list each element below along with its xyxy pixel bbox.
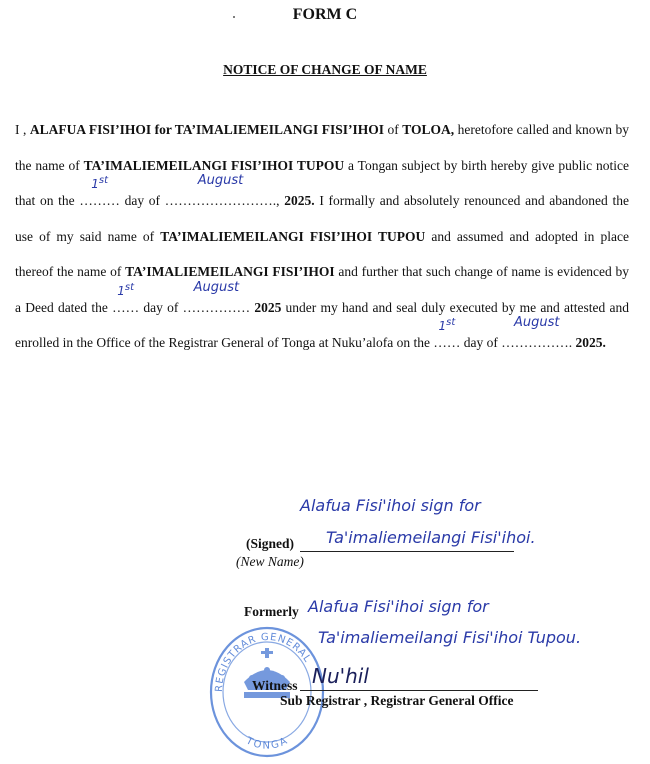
signed-signature-line2: Ta'imaliemeilangi Fisi'ihoi. (326, 528, 536, 547)
day-blank-3 (433, 317, 461, 361)
sub-registrar-title: Sub Registrar , Registrar General Office (280, 693, 514, 708)
svg-text:TONGA (243, 735, 290, 752)
text-executed: under my hand and seal duly executed by me and attested and enrolled in the Office of the Registrar General of Tonga at Nuku’alofa on the (15, 299, 629, 350)
new-name-label: (New Name) (236, 554, 304, 569)
new-name: TA’IMALIEMEILANGI FISI’IHOI (125, 264, 335, 279)
month-blank-1 (164, 173, 277, 219)
old-name-2: TA’IMALIEMEILANGI FISI’IHOI TUPOU (160, 228, 426, 244)
text-deed: and further that such change of name is evidenced by a Deed dated the (15, 264, 630, 315)
year-3: 2025. (575, 335, 606, 350)
text-adopted: and assumed and adopted in place thereof the name of (15, 228, 629, 279)
handwritten-month-1: August (197, 173, 244, 188)
formerly-label: Formerly (244, 604, 299, 619)
month-dots-2: …………… (182, 299, 251, 315)
text-day-of-1: day of (119, 193, 165, 208)
witness-label: Witness (252, 678, 298, 693)
signed-signature-line1: Alafua Fisi'ihoi sign for (300, 496, 481, 515)
text-intro: I , (15, 122, 30, 137)
text-day-of-3: day of (460, 335, 502, 350)
notice-heading: NOTICE OF CHANGE OF NAME (223, 62, 427, 77)
month-blank-3 (501, 315, 573, 361)
day-dots-1: ……… (79, 193, 120, 208)
text-tongan-subject: a Tongan subject by birth hereby give public notice that on the (15, 157, 629, 208)
text-day-of-2: day of (139, 299, 183, 315)
place-name: TOLOA, (402, 122, 455, 137)
day-blank-2 (112, 281, 140, 326)
signed-label: (Signed) (246, 536, 295, 551)
applicant-names: ALAFUA FISI’IHOI for TA’IMALIEMEILANGI FISI’IHOI (29, 122, 385, 137)
formerly-signature-line2: Ta'imaliemeilangi Fisi'ihoi Tupou. (318, 628, 582, 647)
seal-bottom-text: TONGA (244, 734, 291, 752)
day-dots-3: …… (433, 335, 461, 350)
signed-line (300, 551, 514, 552)
handwritten-month-2: August (193, 279, 240, 295)
month-dots-1: ……………………. (164, 193, 277, 208)
month-dots-3: ……………. (501, 335, 573, 350)
month-blank-2 (182, 279, 251, 326)
form-title: FORM C (292, 6, 358, 23)
year-1: 2025. (284, 193, 315, 208)
text-renounced: I formally and absolutely renounced and abandoned the use of my said name of (15, 193, 629, 244)
handwritten-day-2: 1st (117, 281, 135, 298)
old-name: TA’IMALIEMEILANGI FISI’IHOI TUPOU (83, 157, 345, 173)
seal-top-text: REGISTRAR GENERAL (213, 631, 314, 693)
comma: , (276, 193, 280, 208)
handwritten-day-3: 1st (438, 317, 456, 333)
text-heretofore: heretofore called and known by the name of (15, 122, 630, 173)
day-dots-2: …… (112, 299, 140, 315)
text-of: of (384, 122, 403, 137)
year-2: 2025 (254, 299, 282, 315)
handwritten-day-1: 1st (91, 175, 109, 191)
day-blank-1 (79, 175, 120, 219)
handwritten-month-3: August (513, 315, 560, 330)
notice-body (15, 112, 629, 361)
witness-signature: Nu'hil (312, 664, 369, 688)
formerly-signature-line1: Alafua Fisi'ihoi sign for (308, 597, 489, 616)
witness-line (300, 690, 538, 691)
